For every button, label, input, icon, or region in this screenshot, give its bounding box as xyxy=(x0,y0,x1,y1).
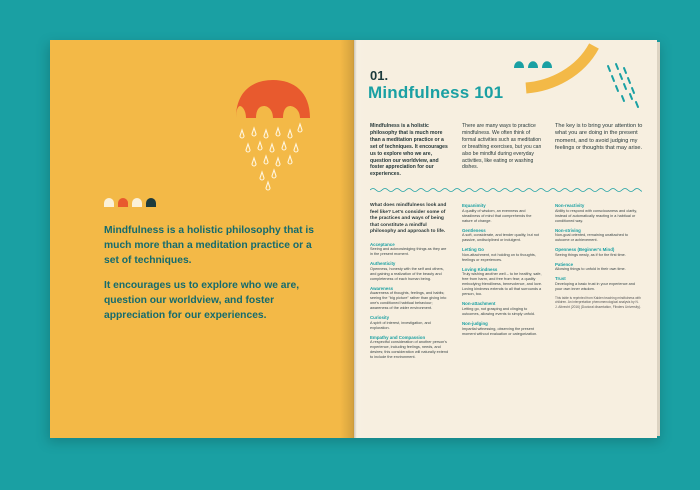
glossary-term: Acceptance xyxy=(370,241,395,247)
glossary-definition: Truly wishing another well – to be healthy, safe, free from harm, and free from fear; a quality embodying friendliness, benevolence, and love. Loving kindness extends to all that surrounds a person, too. xyxy=(462,272,542,297)
glossary-definition: A respectful consideration of another person's experience, including feelings, needs, and desires; this consideration will naturally extend to include the environment. xyxy=(370,340,449,360)
glossary-entry xyxy=(462,247,542,263)
glossary-term: Patience xyxy=(555,261,574,267)
glossary-term: Non-striving xyxy=(555,227,581,233)
glossary-definition: Non-goal oriented, remaining unattached to outcome or achievement. xyxy=(555,233,629,243)
glossary-term: Empathy and Compassion xyxy=(370,334,426,340)
glossary-definition: Seeing and acknowledging things as they are in the present moment. xyxy=(370,247,447,257)
intro-column-3: The key is to bring your attention to what you are doing in the present moment, and to avoid judging my feelings or thoughts that may arise. xyxy=(555,123,643,152)
glossary-column-2 xyxy=(462,203,542,341)
dot-cream xyxy=(104,198,114,207)
glossary-term: Loving Kindness xyxy=(462,266,498,272)
glossary-entry xyxy=(555,203,641,224)
glossary-term: Non-reactivity xyxy=(555,203,585,208)
rain-cloud-illustration xyxy=(228,72,318,192)
glossary-term: Equanimity xyxy=(462,203,486,208)
cloud-shape xyxy=(236,80,310,118)
glossary-term: Non-judging xyxy=(462,320,488,326)
decorative-dots xyxy=(104,198,164,210)
glossary-term: Letting Go xyxy=(462,247,484,253)
dot-cream xyxy=(132,198,142,207)
glossary-entry xyxy=(555,276,641,292)
glossary-definition: Seeing things newly, as if for the first time. xyxy=(555,252,626,257)
glossary-term: Curiosity xyxy=(370,315,390,321)
intro-column-2: There are many ways to practice mindfulness. We often think of formal activities such as meditation or breathing exercises, but you can also be mindful during everyday activities, like eating or washing dishes. xyxy=(462,123,542,171)
glossary-term: Gentleness xyxy=(462,227,486,233)
glossary-term: Non-attachment xyxy=(462,301,496,307)
glossary-definition: A quality of wisdom, an evenness and steadiness of mind that comprehends the nature of change. xyxy=(462,208,532,223)
teal-bump xyxy=(528,61,538,68)
glossary-entry xyxy=(370,335,450,361)
glossary-column-1 xyxy=(370,203,450,364)
glossary-term: Trust xyxy=(555,276,566,282)
glossary-question: What does mindfulness look and feel like? Let's consider some of the practices and ways of being that constitute a mindful philosophy and approach to life. xyxy=(370,203,447,234)
glossary-entry xyxy=(370,286,450,312)
teal-dashes-illustration xyxy=(604,62,644,112)
glossary-entry xyxy=(370,315,450,331)
glossary-entry xyxy=(555,262,641,273)
glossary-entry xyxy=(370,242,450,258)
footnote: This table is reprinted from Kaiden teaching mindfulness with children. An interpretation phenomenological analysis by N. J. Albrecht (2016) (Doctoral dissertation, Flinders University). xyxy=(555,295,641,309)
glossary-entry xyxy=(555,247,641,258)
glossary-definition: Letting go, not grasping and clinging to outcomes, allowing events to simply unfold. xyxy=(462,306,536,316)
section-title: Mindfulness 101 xyxy=(368,83,504,102)
glossary-definition: Impartial witnessing, observing the present moment without evaluation or categorization. xyxy=(462,326,538,336)
glossary-definition: Developing a basic trust in your experience and your own inner wisdom. xyxy=(555,281,635,291)
glossary-definition: Non-attachment, not holding on to thoughts, feelings or experiences. xyxy=(462,252,536,262)
glossary-entry xyxy=(462,267,542,298)
glossary-definition: Awareness of thoughts, feelings, and habits; seeing the "big picture" rather than giving into one's conditioned habitual behaviour; awareness of the wider environment. xyxy=(370,291,447,311)
glossary-entry xyxy=(370,261,450,282)
glossary-definition: A soft, considerate, and tender quality, but not passive, undisciplined or indulgent. xyxy=(462,233,539,243)
section-number: 01. xyxy=(370,68,389,83)
wavy-divider xyxy=(370,186,642,194)
glossary-column-3 xyxy=(555,203,641,309)
dot-red xyxy=(118,198,128,207)
glossary-term: Authenticity xyxy=(370,261,396,267)
teal-bumps-illustration xyxy=(512,55,556,69)
glossary-entry xyxy=(462,301,542,317)
glossary-term: Awareness xyxy=(370,285,394,291)
glossary-definition: A spirit of interest, investigation, and exploration. xyxy=(370,320,431,330)
glossary-entry xyxy=(462,321,542,337)
glossary-definition: Ability to respond with consciousness and clarity, instead of automatically reacting in a habitual or conditioned way. xyxy=(555,208,638,223)
teal-bump xyxy=(542,61,552,68)
glossary-entry xyxy=(462,228,542,244)
glossary-term: Openness (Beginner's Mind) xyxy=(555,247,615,253)
teal-bump xyxy=(514,61,524,68)
lead-paragraph-2: It encourages us to explore who we are, question our worldview, and foster appreciation for our experiences. xyxy=(104,280,300,321)
glossary-definition: Openness, honesty with the self and others, and gaining a realization of the beauty and completeness of each human being. xyxy=(370,266,444,281)
left-lead-text xyxy=(104,223,324,333)
page-edge xyxy=(657,42,660,436)
dot-dark xyxy=(146,198,156,207)
glossary-entry xyxy=(462,203,542,224)
glossary-entry xyxy=(555,228,641,244)
lead-paragraph-1: Mindfulness is a holistic philosophy that is much more than a meditation practice or a set of techniques. xyxy=(104,225,314,266)
glossary-definition: Allowing things to unfold in their own time. xyxy=(555,267,626,272)
book-gutter xyxy=(340,40,368,438)
intro-column-1: Mindfulness is a holistic philosophy that is much more than a meditation practice or a set of techniques. It encourages us to explore who we are, question our worldview, and foster appreciation for our experiences. xyxy=(370,123,448,178)
